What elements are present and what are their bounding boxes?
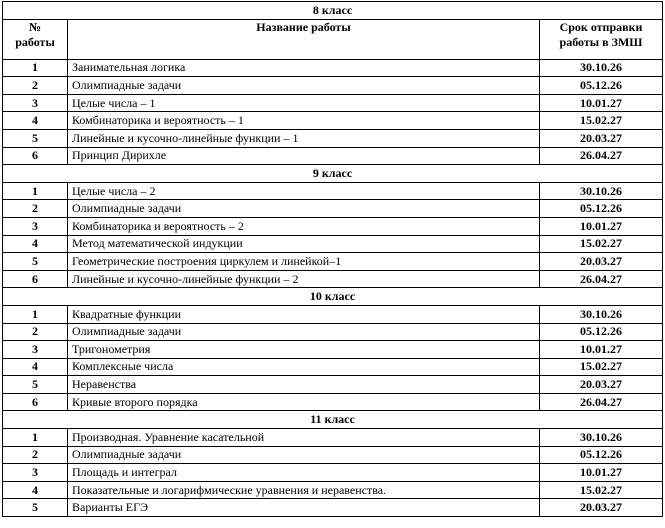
work-title: Неравенства xyxy=(68,376,540,394)
table-row xyxy=(3,499,663,517)
grade-title: 8 класс xyxy=(3,2,663,20)
table-row xyxy=(3,464,663,482)
work-title: Целые числа – 1 xyxy=(68,94,540,112)
work-deadline: 20.03.27 xyxy=(540,376,663,394)
work-number: 6 xyxy=(3,147,68,165)
schedule-body xyxy=(3,2,663,517)
grade-row xyxy=(3,411,663,429)
work-number: 3 xyxy=(3,94,68,112)
work-number: 2 xyxy=(3,323,68,341)
work-deadline: 20.03.27 xyxy=(540,253,663,271)
header-line: № xyxy=(28,19,42,34)
work-number: 2 xyxy=(3,446,68,464)
work-title: Олимпиадные задачи xyxy=(68,323,540,341)
table-row xyxy=(3,481,663,499)
work-deadline: 15.02.27 xyxy=(540,112,663,130)
table-row xyxy=(3,129,663,147)
work-title: Геометрические построения циркулем и линейкой–1 xyxy=(68,253,540,271)
table-row xyxy=(3,77,663,95)
work-title: Показательные и логарифмические уравнения и неравенства. xyxy=(68,481,540,499)
work-title: Занимательная логика xyxy=(68,59,540,77)
work-title: Олимпиадные задачи xyxy=(68,200,540,218)
work-deadline: 26.04.27 xyxy=(540,147,663,165)
work-number: 5 xyxy=(3,499,68,517)
work-deadline: 26.04.27 xyxy=(540,270,663,288)
work-number: 3 xyxy=(3,464,68,482)
work-deadline: 05.12.26 xyxy=(540,200,663,218)
header-line: Срок отправки xyxy=(559,19,643,34)
table-row xyxy=(3,341,663,359)
work-title: Линейные и кусочно-линейные функции – 1 xyxy=(68,129,540,147)
work-deadline: 10.01.27 xyxy=(540,217,663,235)
work-number: 6 xyxy=(3,393,68,411)
work-title: Площадь и интеграл xyxy=(68,464,540,482)
table-row xyxy=(3,270,663,288)
work-number: 4 xyxy=(3,235,68,253)
work-title: Целые числа – 2 xyxy=(68,182,540,200)
work-title: Производная. Уравнение касательной xyxy=(68,429,540,447)
work-title: Комбинаторика и вероятность – 2 xyxy=(68,217,540,235)
table-row xyxy=(3,112,663,130)
work-number: 6 xyxy=(3,270,68,288)
work-title: Принцип Дирихле xyxy=(68,147,540,165)
work-deadline: 10.01.27 xyxy=(540,464,663,482)
work-deadline: 30.10.26 xyxy=(540,59,663,77)
work-deadline: 20.03.27 xyxy=(540,499,663,517)
work-number: 5 xyxy=(3,129,68,147)
work-title: Комплексные числа xyxy=(68,358,540,376)
header-name: Название работы xyxy=(68,19,540,59)
work-number: 1 xyxy=(3,182,68,200)
grade-row xyxy=(3,2,663,20)
work-title: Кривые второго порядка xyxy=(68,393,540,411)
work-number: 1 xyxy=(3,305,68,323)
work-number: 3 xyxy=(3,341,68,359)
table-row xyxy=(3,376,663,394)
work-number: 4 xyxy=(3,481,68,499)
column-header-row xyxy=(3,19,663,59)
table-row xyxy=(3,393,663,411)
work-deadline: 15.02.27 xyxy=(540,235,663,253)
work-deadline: 26.04.27 xyxy=(540,393,663,411)
table-row xyxy=(3,305,663,323)
work-number: 4 xyxy=(3,358,68,376)
work-deadline: 10.01.27 xyxy=(540,341,663,359)
table-row xyxy=(3,323,663,341)
work-number: 4 xyxy=(3,112,68,130)
work-deadline: 30.10.26 xyxy=(540,305,663,323)
work-title: Метод математической индукции xyxy=(68,235,540,253)
work-deadline: 05.12.26 xyxy=(540,77,663,95)
table-row xyxy=(3,446,663,464)
header-deadline xyxy=(540,19,663,59)
work-deadline: 15.02.27 xyxy=(540,358,663,376)
table-row xyxy=(3,253,663,271)
work-number: 1 xyxy=(3,429,68,447)
work-title: Линейные и кусочно-линейные функции – 2 xyxy=(68,270,540,288)
grade-title: 11 класс xyxy=(3,411,663,429)
table-row xyxy=(3,358,663,376)
work-title: Варианты ЕГЭ xyxy=(68,499,540,517)
table-row xyxy=(3,147,663,165)
work-number: 3 xyxy=(3,217,68,235)
grade-title: 9 класс xyxy=(3,165,663,183)
work-number: 5 xyxy=(3,253,68,271)
header-line: работы в ЗМШ xyxy=(559,34,643,49)
work-deadline: 15.02.27 xyxy=(540,481,663,499)
header-number xyxy=(3,19,68,59)
work-title: Квадратные функции xyxy=(68,305,540,323)
table-row xyxy=(3,182,663,200)
table-row xyxy=(3,200,663,218)
grade-title: 10 класс xyxy=(3,288,663,306)
grade-row xyxy=(3,288,663,306)
grade-row xyxy=(3,165,663,183)
table-row xyxy=(3,429,663,447)
work-deadline: 30.10.26 xyxy=(540,429,663,447)
table-row xyxy=(3,235,663,253)
work-title: Олимпиадные задачи xyxy=(68,446,540,464)
table-row xyxy=(3,217,663,235)
work-number: 1 xyxy=(3,59,68,77)
header-line: работы xyxy=(15,34,55,49)
table-row xyxy=(3,59,663,77)
work-deadline: 10.01.27 xyxy=(540,94,663,112)
work-deadline: 05.12.26 xyxy=(540,446,663,464)
work-number: 2 xyxy=(3,77,68,95)
work-deadline: 20.03.27 xyxy=(540,129,663,147)
work-title: Олимпиадные задачи xyxy=(68,77,540,95)
work-title: Тригонометрия xyxy=(68,341,540,359)
work-title: Комбинаторика и вероятность – 1 xyxy=(68,112,540,130)
schedule-table xyxy=(2,1,663,517)
work-number: 5 xyxy=(3,376,68,394)
work-deadline: 30.10.26 xyxy=(540,182,663,200)
work-number: 2 xyxy=(3,200,68,218)
work-deadline: 05.12.26 xyxy=(540,323,663,341)
table-row xyxy=(3,94,663,112)
